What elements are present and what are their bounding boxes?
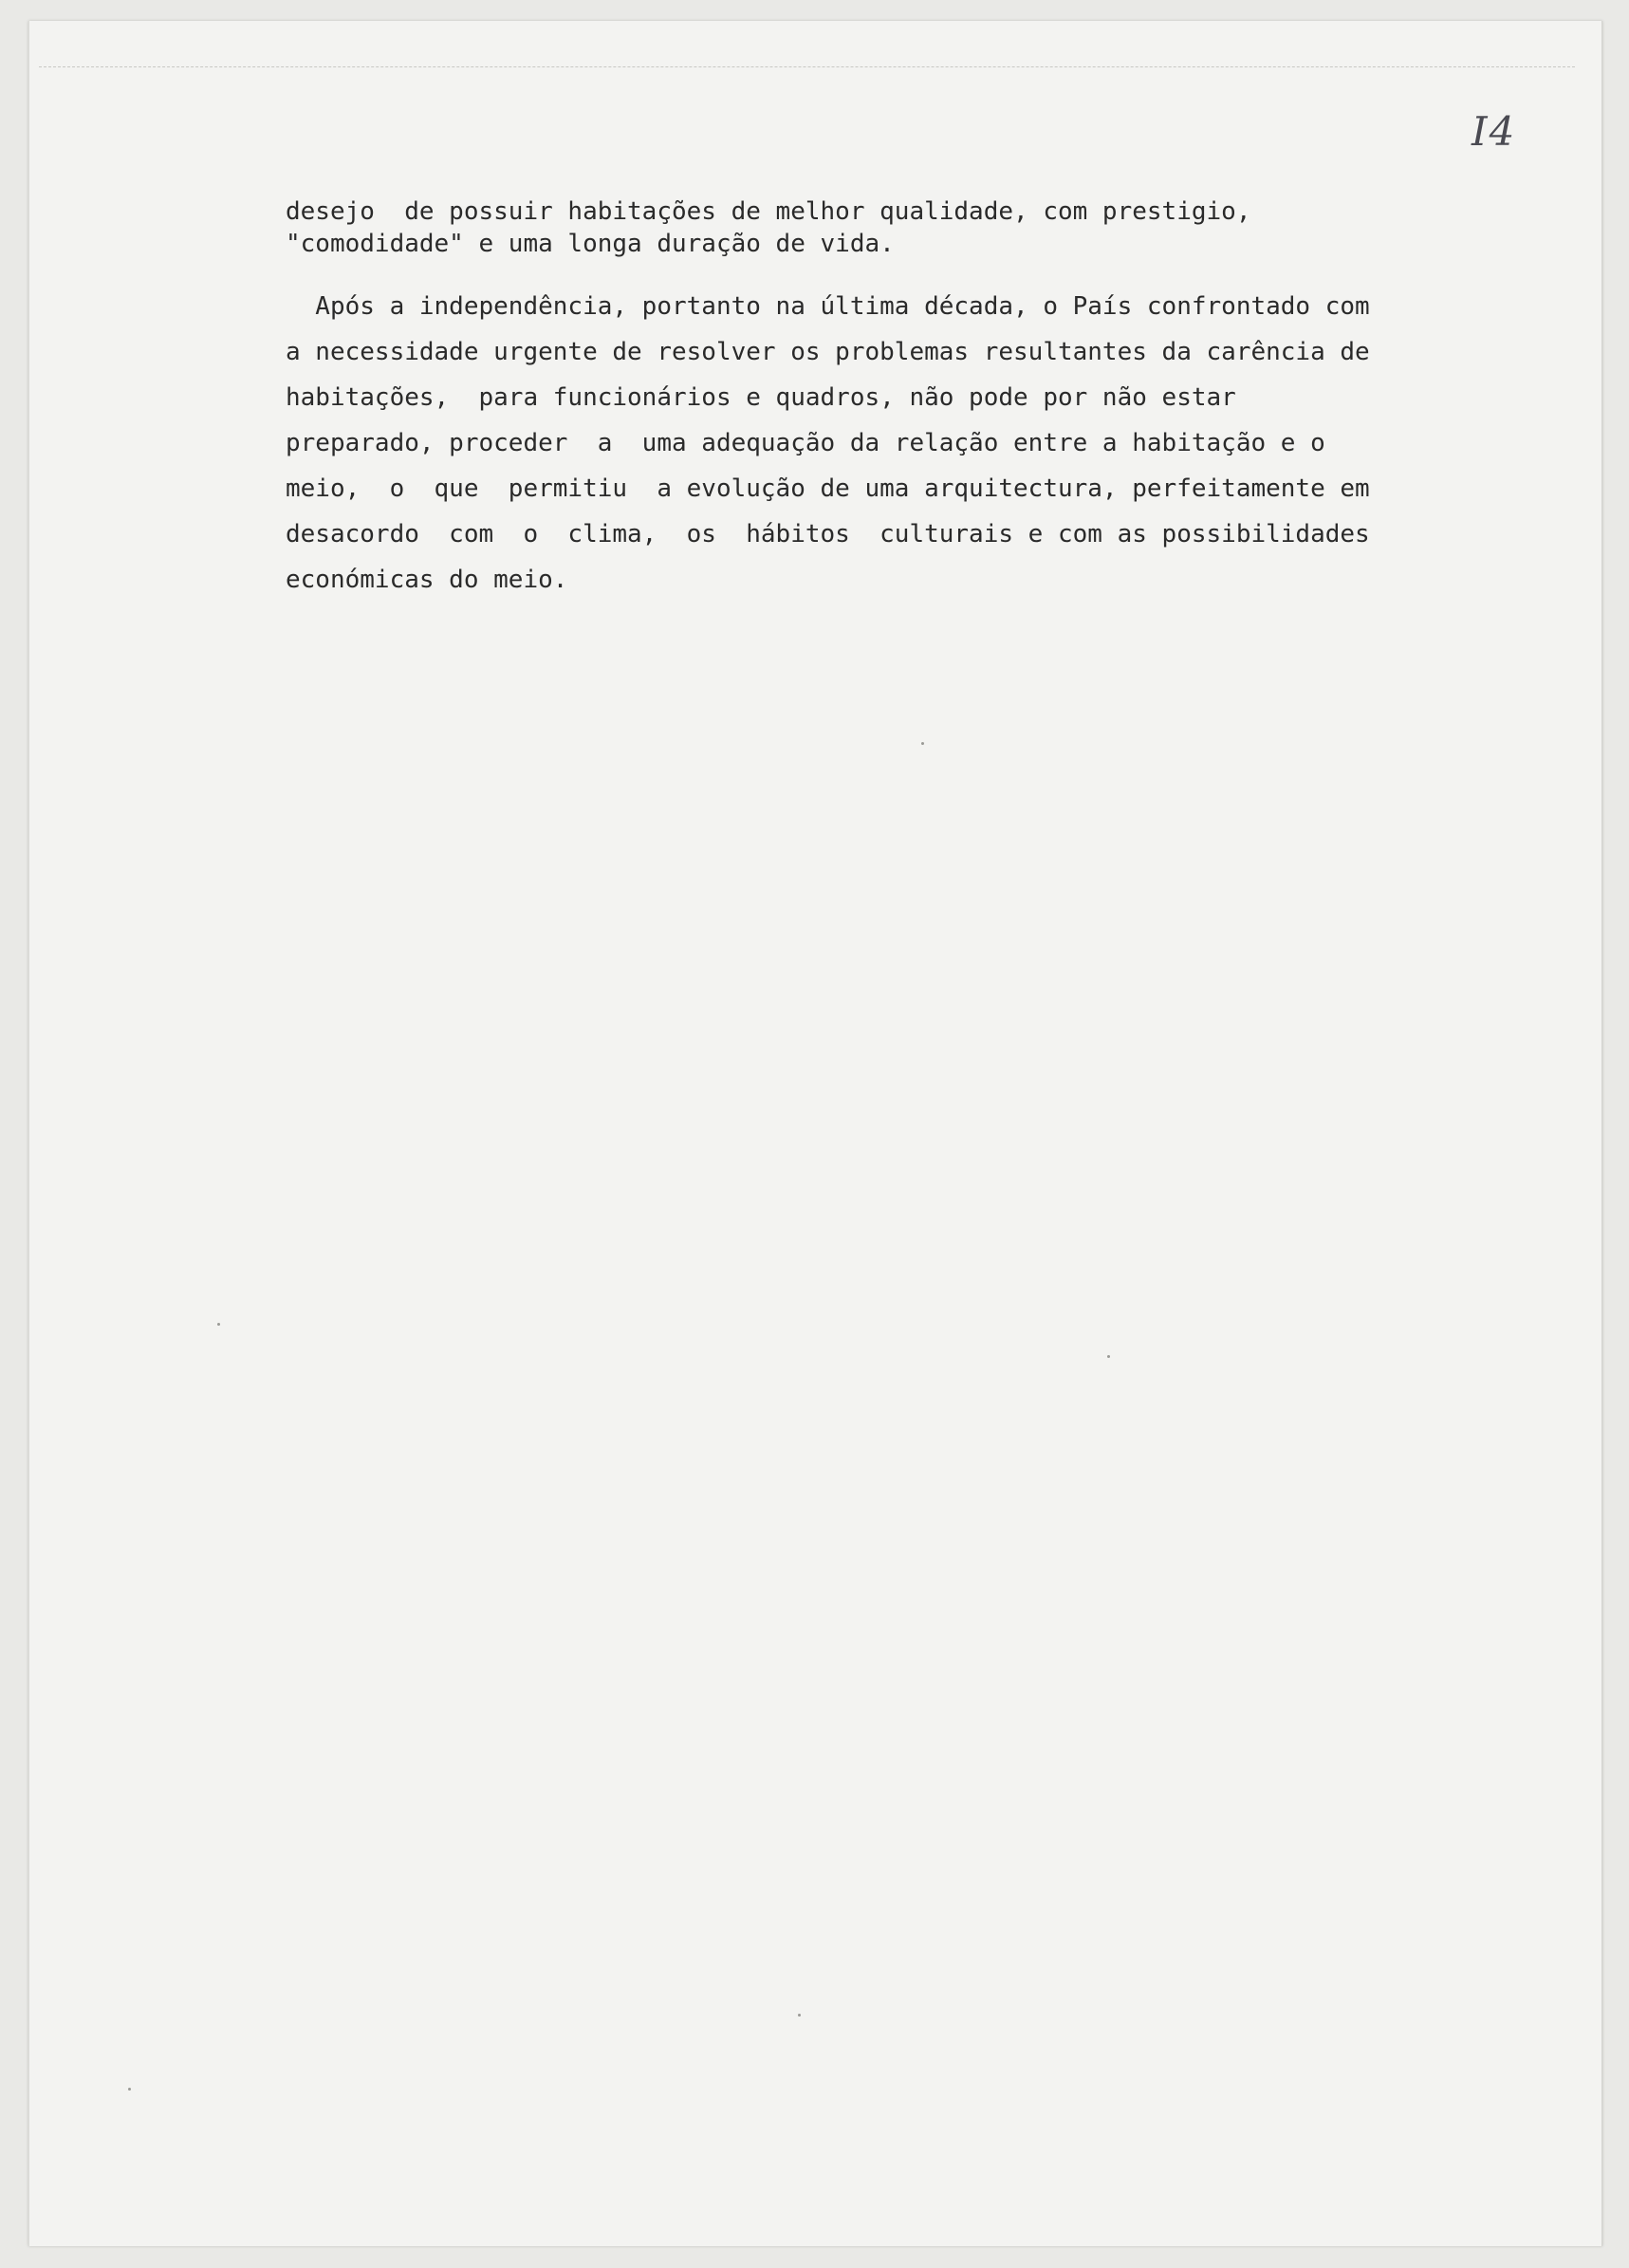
text-line: desejo de possuir habitações de melhor qualidade, com prestigio, bbox=[286, 197, 1251, 226]
paper-speck bbox=[1107, 1355, 1110, 1358]
paper-speck bbox=[217, 1323, 220, 1326]
text-line: Após a independência, portanto na última década, o País confrontado com bbox=[286, 292, 1370, 321]
text-line: preparado, proceder a uma adequação da relação entre a habitação e o bbox=[286, 429, 1325, 457]
text-line: a necessidade urgente de resolver os problemas resultantes da carência de bbox=[286, 338, 1370, 366]
text-line: habitações, para funcionários e quadros, não pode por não estar bbox=[286, 383, 1236, 412]
paper-speck bbox=[921, 742, 924, 745]
text-line: "comodidade" e uma longa duração de vida. bbox=[286, 230, 895, 258]
text-line: desacordo com o clima, os hábitos culturais e com as possibilidades bbox=[286, 520, 1370, 548]
text-line: meio, o que permitiu a evolução de uma arquitectura, perfeitamente em bbox=[286, 474, 1370, 503]
text-line: económicas do meio. bbox=[286, 566, 568, 594]
paper-sheet bbox=[28, 21, 1602, 2246]
paper-speck bbox=[128, 2088, 131, 2091]
paper-speck bbox=[798, 2014, 801, 2017]
page-number-mark: I4 bbox=[1472, 108, 1517, 155]
top-dotted-rule bbox=[39, 66, 1575, 67]
